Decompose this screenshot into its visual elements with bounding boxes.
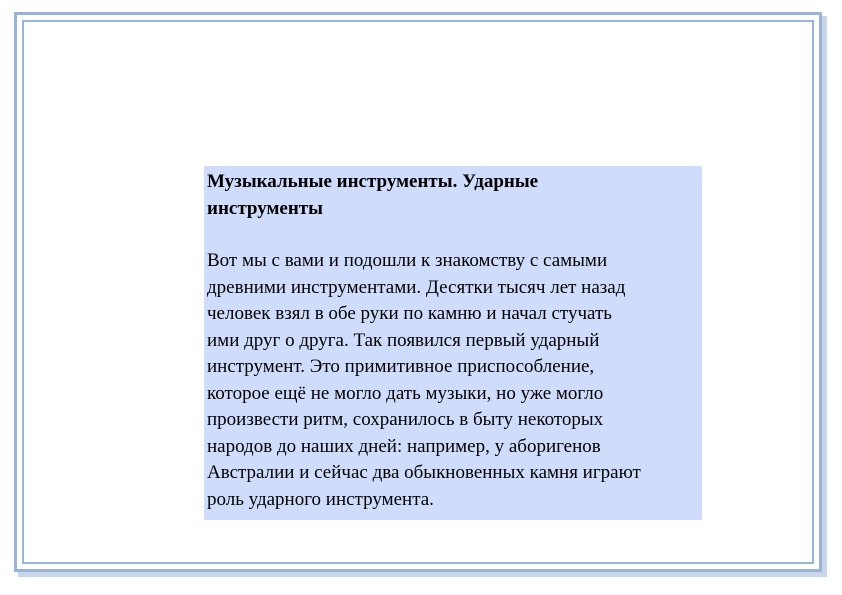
slide-title: Музыкальные инструменты. Ударные инструменты <box>207 171 539 219</box>
frame-shadow-bottom <box>18 572 827 577</box>
frame-shadow-right <box>822 16 827 576</box>
slide-body-text: Вот мы с вами и подошли к знакомству с самыми древними инструментами. Десятки тысяч лет назад человек взял в обе руки по камню и начал стучать ими друг о друга. Так появился первый ударный инструмент. Это примитивное приспособление, которое ещё не могло дать музыки, но уже могло произвести ритм, сохранилось в быту некоторых народов до наших дней: например, у аборигенов Австралии и сейчас два обыкновенных камня играют роль ударного инструмента. <box>207 250 641 510</box>
text-box <box>204 166 702 520</box>
